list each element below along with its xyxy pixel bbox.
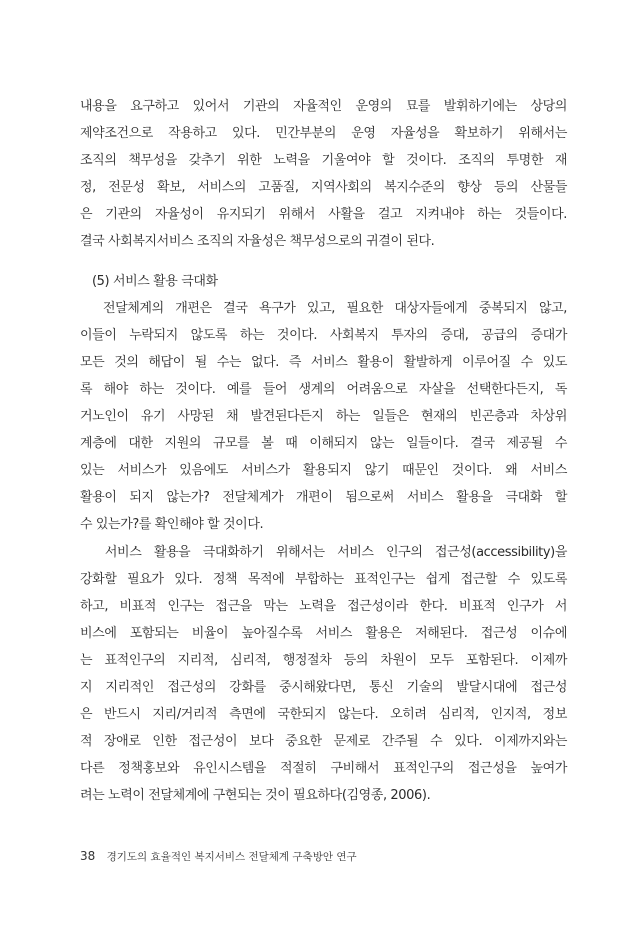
text-line: 내용을 요구하고 있어서 기관의 자율적인 운영의 묘를 발휘하기에는 상당의: [80, 99, 567, 114]
text-line: 모든 것의 해답이 될 수는 없다. 즉 서비스 활용이 활발하게 이루어질 수 있도: [80, 354, 567, 370]
text-line: 비스에 포함되는 비율이 높아질수록 서비스 활용은 저해된다. 접근성 이슈에: [80, 625, 567, 641]
text-line: 은 반드시 지리/거리적 측면에 국한되지 않는다. 오히려 심리적, 인지적, 정보: [80, 707, 567, 723]
text-line: 조직의 책무성을 갖추기 위한 노력을 기울여야 할 것이다. 조직의 투명한 재: [80, 153, 567, 169]
page-footer: [80, 849, 567, 864]
text-line: 서비스 활용을 극대화하기 위해서는 서비스 인구의 접근성(accessibility)을: [80, 544, 567, 560]
paragraph-delivery-reform: [80, 295, 567, 539]
text-line: 다른 정책홍보와 유인시스템을 적절히 구비해서 표적인구의 접근성을 높여가: [80, 761, 567, 777]
text-line: 려는 노력이 전달체계에 구현되는 것이 필요하다(김영종, 2006).: [80, 788, 431, 804]
text-line: 강화할 필요가 있다. 정책 목적에 부합하는 표적인구는 쉽게 접근할 수 있도록: [80, 571, 567, 587]
text-line: 는 표적인구의 지리적, 심리적, 행정절차 등의 차원이 모두 포함된다. 이제까: [80, 652, 567, 668]
paragraph-intro: [80, 93, 567, 256]
text-line: 지 지리적인 접근성의 강화를 중시해왔다면, 통신 기술의 발달시대에 접근성: [80, 679, 567, 695]
text-line: 결국 사회복지서비스 조직의 자율성은 책무성으로의 귀결이 된다.: [80, 234, 435, 250]
section-title: (5) 서비스 활용 극대화: [92, 273, 218, 289]
page-number: 38: [80, 849, 96, 863]
text-line: 활용이 되지 않는가? 전달체계가 개편이 됨으로써 서비스 활용을 극대화 할: [80, 490, 567, 506]
running-title: 경기도의 효율적인 복지서비스 전달체계 구축방안 연구: [106, 851, 357, 863]
text-line: 제약조건으로 작용하고 있다. 민간부분의 운영 자율성을 확보하기 위해서는: [80, 126, 567, 142]
text-line: 적 장애로 인한 접근성이 보다 중요한 문제로 간주될 수 있다. 이제까지와는: [80, 734, 567, 750]
text-line: 이들이 누락되지 않도록 하는 것이다. 사회복지 투자의 증대, 공급의 증대가: [80, 327, 567, 343]
paragraph-accessibility: [80, 539, 567, 810]
text-line: 거노인이 유기 사망된 채 발견된다든지 하는 일들은 현재의 빈곤층과 차상위: [80, 409, 567, 425]
text-line: 은 기관의 자율성이 유지되기 위해서 사활을 걸고 지켜내야 하는 것들이다.: [80, 207, 567, 223]
text-line: 정, 전문성 확보, 서비스의 고품질, 지역사회의 복지수준의 향상 등의 산물들: [80, 180, 567, 196]
text-line: 전달체계의 개편은 결국 욕구가 있고, 필요한 대상자들에게 중복되지 않고,: [80, 300, 567, 316]
text-line: 록 해야 하는 것이다. 예를 들어 생계의 어려움으로 자살을 선택한다든지, 독: [80, 381, 567, 397]
body-text: [80, 93, 567, 809]
text-line: 하고, 비표적 인구는 접근을 막는 노력을 접근성이라 한다. 비표적 인구가 서: [80, 598, 567, 614]
text-line: 있는 서비스가 있음에도 서비스가 활용되지 않기 때문인 것이다. 왜 서비스: [80, 463, 567, 479]
text-line: 계층에 대한 지원의 규모를 볼 때 이해되지 않는 일들이다. 결국 제공될 수: [80, 436, 567, 452]
text-line: 수 있는가?를 확인해야 할 것이다.: [80, 517, 264, 533]
